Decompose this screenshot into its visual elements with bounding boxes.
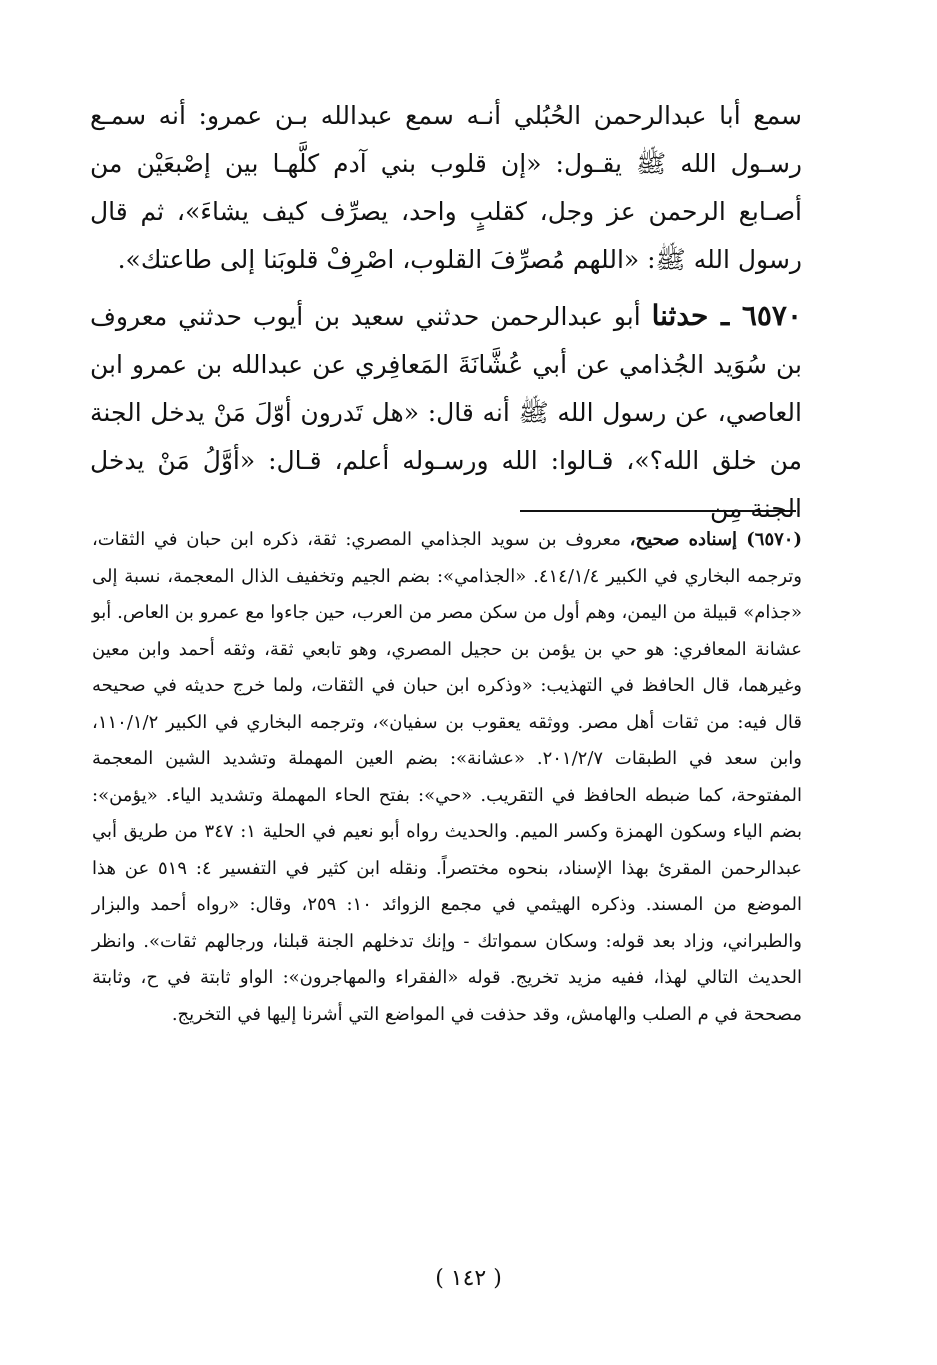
page-number: ( ١٤٢ ) <box>435 1266 502 1291</box>
main-text <box>90 92 802 533</box>
main-paragraph-1: سمع أبا عبدالرحمن الحُبُلي أنـه سمع عبدالله بـن عمرو: أنه سمـع رسـول الله ﷺ يقـول: «إن قلوب بني آدم كلَّهـا بين إصْبعَيْن من أصـابع الرحمن عز وجل، كقلبٍ واحد، يصرِّف كيف يشاءَ»، ثم قال رسول الله ﷺ: «اللهم مُصرِّفَ القلوب، اصْرِفْ قلوبَنا إلى طاعتك». <box>90 101 802 274</box>
footnote <box>92 522 802 1033</box>
hadith-number: ٦٥٧٠ ـ حدثنا <box>651 299 802 332</box>
footnote-paragraph <box>92 522 802 1033</box>
footnote-separator <box>520 510 796 512</box>
footnote-label: (٦٥٧٠) إسناده صحيح، <box>629 529 802 550</box>
main-paragraph-2 <box>90 292 802 533</box>
footnote-text: معروف بن سويد الجذامي المصري: ثقة، ذكره ابن حبان في الثقات، وترجمه البخاري في الكبير ٤١٤/١/٤. «الجذامي»: بضم الجيم وتخفيف الذال المعجمة، نسبة إلى «جذام» قبيلة من اليمن، وهم أول من سكن مصر من العرب، حين جاءوا مع عمرو بن العاص. أبو عشانة المعافري: هو حي بن يؤمن بن حجيل المصري، وهو تابعي ثقة، وثقه أحمد وابن معين وغيرهما، قال الحافظ في التهذيب: «وذكره ابن حبان في الثقات، ولما خرج حديثه في صحيحه قال فيه: من ثقات أهل مصر. ووثقه يعقوب بن سفيان»، وترجمه البخاري في الكبير ١١٠/١/٢، وابن سعد في الطبقات ٢٠١/٢/٧. «عشانة»: بضم العين المهملة وتشديد الشين المعجمة المفتوحة، كما ضبطه الحافظ في التقريب. «حي»: بفتح الحاء المهملة وتشديد الياء. «يؤمن»: بضم الياء وسكون الهمزة وكسر الميم. والحديث رواه أبو نعيم في الحلية ١: ٣٤٧ من طريق أبي عبدالرحمن المقرئ بهذا الإسناد، بنحوه مختصراً. ونقله ابن كثير في التفسير ٤: ٥١٩ عن هذا الموضع من المسند. وذكره الهيثمي في مجمع الزوائد ١٠: ٢٥٩، وقال: «رواه أحمد والبزار والطبراني، وزاد بعد قوله: وسكان سمواتك - وإنك تدخلهم الجنة قبلنا، ورجالهم ثقات». وانظر الحديث التالي لهذا، ففيه مزيد تخريج. قوله «الفقراء والمهاجرون»: الواو ثابتة في ح، وثابتة مصححة في م الصلب والهامش، وقد حذفت في المواضع التي أشرنا إليها في التخريج. <box>92 529 802 1025</box>
hadith-text: أبو عبدالرحمن حدثني سعيد بن أيوب حدثني معروف بن سُوَيد الجُذامي عن أبي عُشَّانَةَ المَعافِري عن عبدالله بن عمرو ابن العاصي، عن رسول الله ﷺ أنه قال: «هل تَدرون أوّلَ مَنْ يدخل الجنة من خلق الله؟»، قـالوا: الله ورسـوله أعلم، قـال: «أوَّلُ مَنْ يدخل الجنة مِن <box>90 302 802 523</box>
